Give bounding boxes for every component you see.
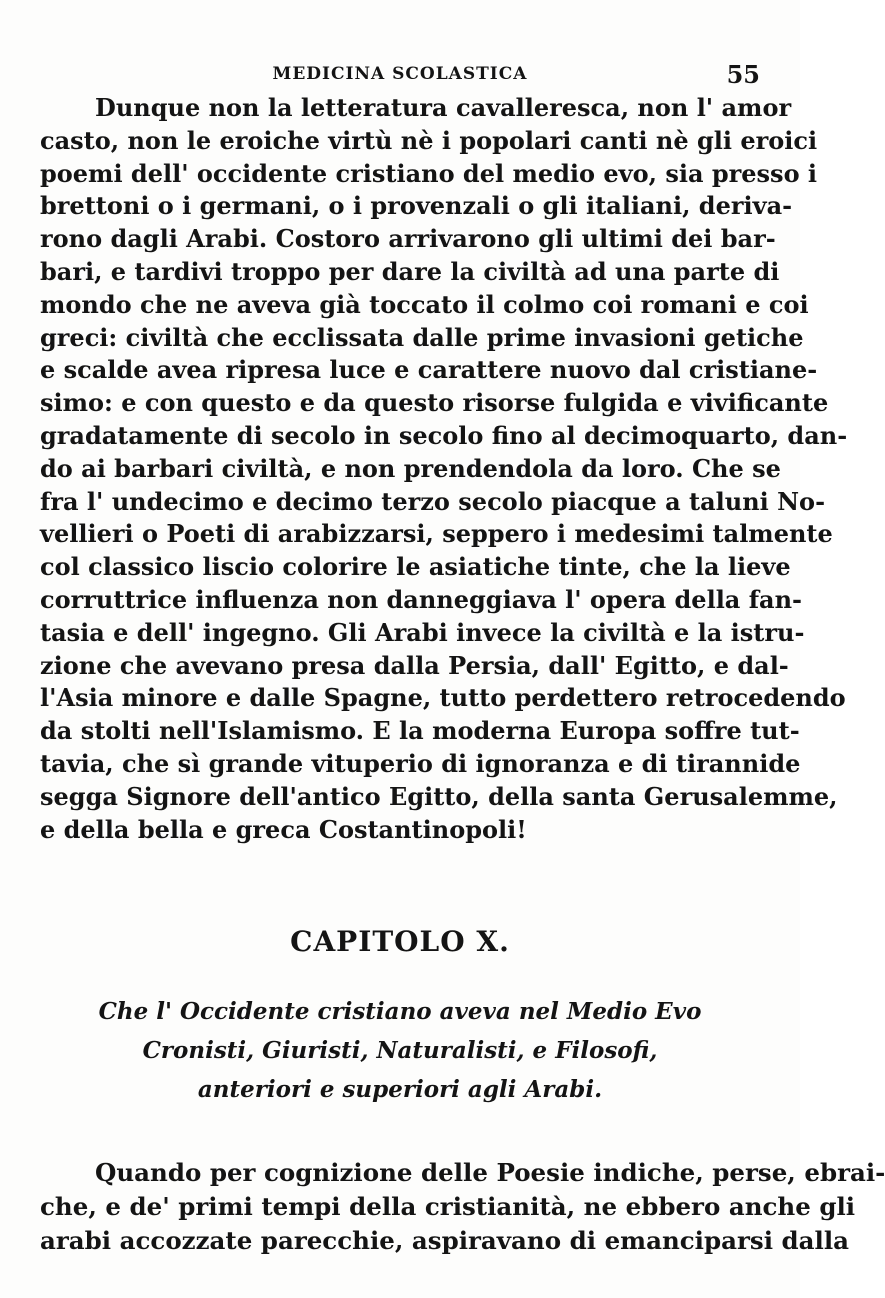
text-line: fra l' undecimo e decimo terzo secolo piacque a taluni No- <box>40 486 826 516</box>
text-line: casto, non le eroiche virtù nè i popolari canti nè gli eroici <box>40 125 818 155</box>
text-line: zione che avevano presa dalla Persia, dall' Egitto, e dal- <box>40 650 789 680</box>
text-line: e della bella e greca Costantinopoli! <box>40 814 527 844</box>
subtitle-line: Che l' Occidente cristiano aveva nel Medio Evo <box>98 998 702 1025</box>
subtitle-line: Cronisti, Giuristi, Naturalisti, e Filosofi, <box>142 1037 658 1064</box>
page-number: 55 <box>726 60 760 89</box>
chapter-subtitle <box>60 992 740 1109</box>
text-line: tavia, che sì grande vituperio di ignoranza e di tirannide <box>40 748 801 778</box>
running-header <box>40 60 760 90</box>
chapter-title: CAPITOLO X. <box>290 925 510 958</box>
text-line: col classico liscio colorire le asiatiche tinte, che la lieve <box>40 552 791 582</box>
paragraph-continued <box>40 92 848 846</box>
text-line: mondo che ne aveva già toccato il colmo coi romani e coi <box>40 289 809 319</box>
text-line: arabi accozzate parecchie, aspiravano di emanciparsi dalla <box>40 1226 850 1255</box>
text-line: segga Signore dell'antico Egitto, della santa Gerusalemme, <box>40 781 838 811</box>
text-line: tasia e dell' ingegno. Gli Arabi invece la civiltà e la istru- <box>40 617 805 647</box>
text-line: poemi dell' occidente cristiano del medio evo, sia presso i <box>40 158 818 188</box>
running-title: MEDICINA SCOLASTICA <box>272 64 528 84</box>
chapter-first-paragraph <box>40 1156 885 1258</box>
text-line: vellieri o Poeti di arabizzarsi, seppero i medesimi talmente <box>40 519 833 549</box>
text-line: do ai barbari civiltà, e non prendendola da loro. Che se <box>40 453 781 483</box>
text-line: che, e de' primi tempi della cristianità, ne ebbero anche gli <box>40 1192 856 1221</box>
text-line: Dunque non la letteratura cavalleresca, non l' amor <box>95 93 792 122</box>
text-line: corruttrice influenza non danneggiava l' opera della fan- <box>40 584 802 614</box>
text-line: Quando per cognizione delle Poesie indiche, perse, ebrai- <box>95 1158 885 1187</box>
text-line: greci: civiltà che ecclissata dalle prime invasioni getiche <box>40 322 804 352</box>
text-line: e scalde avea ripresa luce e carattere nuovo dal cristiane- <box>40 355 818 385</box>
text-line: l'Asia minore e dalle Spagne, tutto perdettero retrocedendo <box>40 683 846 713</box>
subtitle-line: anteriori e superiori agli Arabi. <box>197 1076 603 1103</box>
text-line: brettoni o i germani, o i provenzali o gli italiani, deriva- <box>40 191 793 221</box>
text-line: rono dagli Arabi. Costoro arrivarono gli ultimi dei bar- <box>40 224 776 254</box>
text-line: simo: e con questo e da questo risorse fulgida e vivificante <box>40 388 829 418</box>
text-line: bari, e tardivi troppo per dare la civiltà ad una parte di <box>40 256 780 286</box>
text-line: gradatamente di secolo in secolo fino al decimoquarto, dan- <box>40 420 848 450</box>
text-line: da stolti nell'Islamismo. E la moderna Europa soffre tut- <box>40 716 800 746</box>
